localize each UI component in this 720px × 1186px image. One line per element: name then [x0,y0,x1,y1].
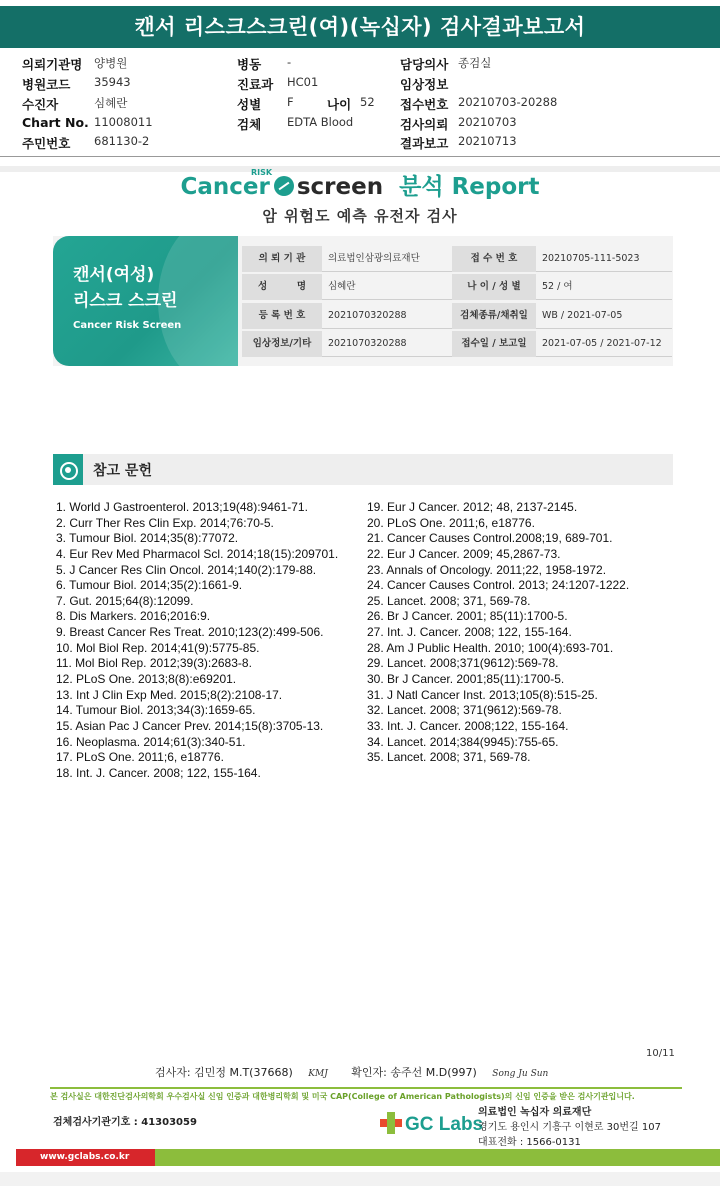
reference-item: 33. Int. J. Cancer. 2008;122, 155-164. [367,718,569,733]
reference-item: 9. Breast Cancer Res Treat. 2010;123(2):499-506. [56,625,324,640]
hospital-name-label: 의뢰기관명 [22,57,83,72]
chart-no-label: Chart No. [22,115,89,130]
references-list-left [56,500,338,782]
reference-item: 30. Br J Cancer. 2001;85(11):1700-5. [367,672,565,687]
page-number: 10/11 [646,1048,675,1059]
reference-item: 3. Tumour Biol. 2014;35(8):77072. [56,531,239,546]
tester-name: 검사자: 김민정 M.T(37668) [155,1066,293,1079]
org-address: 경기도 용인시 기흥구 이현로 30번길 107 [478,1122,661,1133]
logo-cancer-text: Cancer [180,174,270,200]
reference-item: 8. Dis Markers. 2016;2016:9. [56,609,211,624]
department-value: HC01 [287,75,319,89]
table-key: 접 수 번 호 [452,246,536,272]
logo-risk-text: RISK [251,168,273,177]
reference-item: 5. J Cancer Res Clin Oncol. 2014;140(2):179-88. [56,562,317,577]
table-value: 심혜란 [328,281,356,292]
table-key: 나 이 / 성 별 [452,274,536,300]
table-row [242,274,672,300]
table-key: 등 록 번 호 [242,303,322,329]
age-value: 52 [360,95,375,109]
reference-item: 7. Gut. 2015;64(8):12099. [56,593,194,608]
checker-signature: Song Ju Sun [492,1069,549,1079]
reference-item: 17. PLoS One. 2011;6, e18776. [56,750,224,765]
test-name-line2: 리스크 스크린 [73,291,178,311]
patient-name-value: 심혜란 [94,96,128,110]
accreditation-notice: 본 검사실은 대한진단검사의학회 우수검사실 신임 인증과 대한병리학회 및 미국 CAP(College of American Pathologists)의 신임 인증을 받은 검사기관입니다. [50,1092,635,1101]
table-key: 임상정보/기타 [242,331,322,357]
header-row [22,115,702,133]
request-date-label: 검사의뢰 [400,117,449,132]
report-title: 캔서 리스크스크린(여)(녹십자) 검사결과보고서 [0,6,720,48]
header-row [22,75,702,93]
reference-item: 24. Cancer Causes Control. 2013; 24:1207-1222. [367,578,630,593]
reference-item: 22. Eur J Cancer. 2009; 45,2867-73. [367,546,561,561]
table-row [242,246,672,272]
divider [0,156,720,157]
test-name-panel [53,236,238,366]
resident-no-value: 681130-2 [94,134,150,148]
cancer-screen-logo [0,168,720,200]
gc-labs-logo [380,1112,483,1138]
table-value: 의료법인삼광의료재단 [328,253,420,264]
header-row [22,55,702,73]
references-header [53,454,673,485]
reference-item: 21. Cancer Causes Control.2008;19, 689-701. [367,531,613,546]
receipt-no-label: 접수번호 [400,97,449,112]
gc-cross-icon [380,1112,402,1134]
logo-report-kr: 분석 [399,174,444,200]
receipt-no-value: 20210703-20288 [458,95,558,109]
sex-value: F [287,95,294,109]
table-value: 2021070320288 [328,338,407,349]
page-bottom-strip [0,1172,720,1186]
reference-item: 28. Am J Public Health. 2010; 100(4):693-701. [367,640,614,655]
brand-name: GC Labs [405,1114,484,1136]
hospital-code-value: 35943 [94,75,131,89]
brain-icon [53,454,83,485]
reference-item: 14. Tumour Biol. 2013;34(3):1659-65. [56,703,256,718]
header-row [22,95,702,113]
reference-item: 18. Int. J. Cancer. 2008; 122, 155-164. [56,765,261,780]
references-list-right [367,500,629,766]
test-name-en: Cancer Risk Screen [73,320,182,331]
reference-item: 32. Lancet. 2008; 371(9612):569-78. [367,703,562,718]
logo-screen-text: screen [296,174,384,200]
footer-green-bar [155,1149,720,1166]
table-value: 2021070320288 [328,310,407,321]
test-name-line1: 캔서(여성) [73,265,155,285]
reference-item: 34. Lancet. 2014;384(9945):755-65. [367,734,559,749]
institution-code: 검체검사기관기호 : 41303059 [53,1117,197,1128]
reference-item: 2. Curr Ther Res Clin Exp. 2014;76:70-5. [56,515,274,530]
table-value: 52 / 여 [542,281,573,292]
reference-item: 23. Annals of Oncology. 2011;22, 1958-1972. [367,562,607,577]
logo-report-en: Report [451,174,540,200]
reference-item: 10. Mol Biol Rep. 2014;41(9):5775-85. [56,640,260,655]
org-phone: 대표전화 : 1566-0131 [478,1137,581,1148]
table-row [242,303,672,329]
reference-item: 26. Br J Cancer. 2001; 85(11):1700-5. [367,609,568,624]
reference-item: 19. Eur J Cancer. 2012; 48, 2137-2145. [367,500,578,514]
report-subtitle: 암 위험도 예측 유전자 검사 [262,207,458,225]
reference-item: 6. Tumour Biol. 2014;35(2):1661-9. [56,578,243,593]
reference-item: 4. Eur Rev Med Pharmacol Scl. 2014;18(15):209701. [56,546,339,561]
specimen-value: EDTA Blood [287,115,354,129]
table-key: 접수일 / 보고일 [452,331,536,357]
reference-item: 29. Lancet. 2008;371(9612):569-78. [367,656,559,671]
reference-item: 11. Mol Biol Rep. 2012;39(3):2683-8. [56,656,252,671]
reference-item: 25. Lancet. 2008; 371, 569-78. [367,593,531,608]
reference-item: 27. Int. J. Cancer. 2008; 122, 155-164. [367,625,572,640]
table-key: 성 명 [242,274,322,300]
reference-item: 15. Asian Pac J Cancer Prev. 2014;15(8):3705-13. [56,718,324,733]
tester-signature: KMJ [308,1069,328,1079]
table-key: 검체종류/채취일 [452,303,536,329]
header-row [22,134,702,152]
website-link[interactable]: www.gclabs.co.kr [16,1149,155,1166]
hospital-code-label: 병원코드 [22,77,71,92]
report-date-label: 결과보고 [400,136,449,151]
table-row [242,331,672,357]
checker-name: 확인자: 송주선 M.D(997) [351,1066,477,1079]
org-name: 의료법인 녹십자 의료재단 [478,1107,592,1118]
reference-item: 12. PLoS One. 2013;8(8):e69201. [56,672,237,687]
reference-item: 1. World J Gastroenterol. 2013;19(48):9461-71. [56,500,308,514]
reference-item: 13. Int J Clin Exp Med. 2015;8(2):2108-17. [56,687,283,702]
logo-mark-icon [274,176,294,196]
hospital-name-value: 양병원 [94,56,128,70]
lab-contact-info [478,1105,661,1150]
age-label: 나이 [327,97,352,112]
sex-label: 성별 [237,97,262,112]
signatures [155,1064,568,1080]
department-label: 진료과 [237,77,274,92]
doctor-value: 종검실 [458,56,492,70]
report-date-value: 20210713 [458,134,517,148]
references-title: 참고 문헌 [93,463,152,479]
reference-item: 20. PLoS One. 2011;6, e18776. [367,515,535,530]
table-value: WB / 2021-07-05 [542,310,623,321]
chart-no-value: 11008011 [94,115,153,129]
reference-item: 16. Neoplasma. 2014;61(3):340-51. [56,734,246,749]
clinical-info-label: 임상정보 [400,77,449,92]
resident-no-label: 주민번호 [22,136,71,151]
request-date-value: 20210703 [458,115,517,129]
ward-label: 병동 [237,57,262,72]
specimen-label: 검체 [237,117,262,132]
reference-item: 35. Lancet. 2008; 371, 569-78. [367,750,531,765]
table-value: 20210705-111-5023 [542,253,640,264]
reference-item: 31. J Natl Cancer Inst. 2013;105(8):515-25. [367,687,598,702]
patient-name-label: 수진자 [22,97,59,112]
divider [50,1087,682,1089]
table-key: 의 뢰 기 관 [242,246,322,272]
ward-value: - [287,55,292,69]
doctor-label: 담당의사 [400,57,449,72]
table-value: 2021-07-05 / 2021-07-12 [542,338,662,349]
